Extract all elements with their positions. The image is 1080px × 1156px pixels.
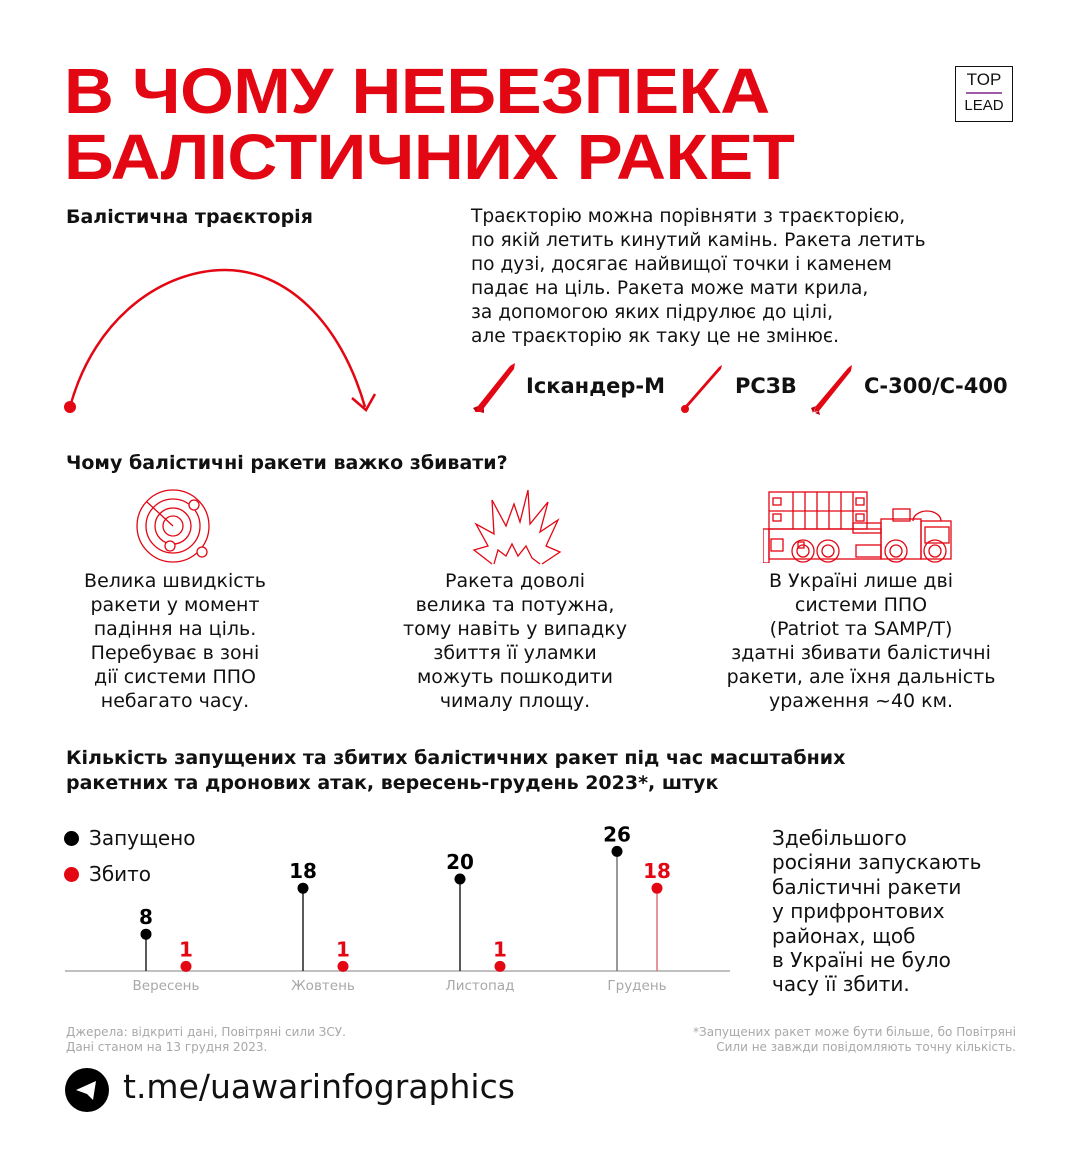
col-line: падіння на ціль. bbox=[93, 618, 257, 640]
side-note-line: у прифронтових bbox=[772, 899, 945, 924]
x-tick-label: Грудень bbox=[607, 978, 667, 994]
side-note-line: районах, щоб bbox=[772, 923, 916, 948]
missile-icon bbox=[808, 362, 858, 416]
missile-label-s300: С-300/С-400 bbox=[864, 374, 1008, 398]
x-tick-label: Жовтень bbox=[291, 978, 355, 994]
side-note bbox=[772, 826, 981, 997]
data-label: 26 bbox=[603, 822, 631, 847]
lollipop-dot bbox=[612, 846, 623, 857]
footnote-line: *Запущених ракет може бути більше, бо Повітряні bbox=[693, 1025, 1016, 1039]
chart-title-line: ракетних та дронових атак, вересень-грудень 2023*, штук bbox=[66, 772, 719, 794]
air-defense-truck-icon bbox=[763, 487, 958, 563]
legend-label: Збито bbox=[89, 862, 152, 886]
col-line: ураження ~40 км. bbox=[768, 690, 954, 712]
lollipop-dot bbox=[495, 961, 506, 972]
col-line: небагато часу. bbox=[100, 690, 250, 712]
lollipop-dot bbox=[338, 961, 349, 972]
desc-line: падає на ціль. Ракета може мати крила, bbox=[471, 278, 869, 299]
trajectory-description bbox=[471, 205, 926, 349]
col-line: можуть пошкодити bbox=[416, 666, 614, 688]
col-line: В Україні лише дві bbox=[768, 570, 954, 592]
data-label: 1 bbox=[336, 937, 350, 962]
telegram-icon[interactable] bbox=[65, 1068, 109, 1112]
col-line: Перебуває в зоні bbox=[90, 642, 260, 664]
data-label: 1 bbox=[179, 937, 193, 962]
missile-icon bbox=[470, 360, 520, 416]
radar-icon bbox=[132, 488, 216, 566]
sources-line: Дані станом на 13 грудня 2023. bbox=[66, 1040, 268, 1054]
logo-divider bbox=[966, 92, 1002, 94]
missile-label-iskander: Іскандер-М bbox=[526, 374, 666, 398]
col-line: здатні збивати балістичні bbox=[731, 642, 991, 664]
sources-line: Джерела: відкриті дані, Повітряні сили ЗСУ. bbox=[66, 1025, 346, 1039]
desc-line: Траєкторію можна порівняти з траєкторією, bbox=[471, 206, 906, 227]
why-column-air-defense bbox=[700, 569, 1022, 713]
data-label: 1 bbox=[493, 937, 507, 962]
col-line: (Patriot та SAMP/T) bbox=[769, 618, 953, 640]
col-line: системи ППО bbox=[794, 594, 928, 616]
data-label: 18 bbox=[643, 859, 671, 884]
col-line: дії системи ППО bbox=[94, 666, 256, 688]
why-column-size bbox=[370, 569, 660, 713]
x-tick-label: Листопад bbox=[445, 978, 515, 994]
chart-title bbox=[66, 746, 845, 796]
side-note-line: в Україні не було bbox=[772, 948, 951, 973]
page-title bbox=[64, 55, 795, 193]
side-note-line: часу її збити. bbox=[772, 972, 910, 997]
col-line: ракети, але їхня дальність bbox=[726, 666, 996, 688]
missile-icon bbox=[678, 362, 728, 416]
desc-line: за допомогою яких підрулює до цілі, bbox=[471, 302, 834, 323]
data-label: 18 bbox=[289, 859, 317, 884]
col-line: Ракета доволі bbox=[444, 570, 586, 592]
logo-top-text: TOP bbox=[966, 70, 1002, 89]
x-tick-label: Вересень bbox=[132, 978, 200, 994]
footnote-line: Сили не завжди повідомляють точну кількість. bbox=[716, 1040, 1016, 1054]
top-lead-logo bbox=[955, 66, 1013, 122]
trajectory-arc-icon bbox=[55, 255, 385, 425]
col-line: збиття її уламки bbox=[433, 642, 597, 664]
missile-label-rszv: РСЗВ bbox=[735, 374, 797, 398]
lollipop-chart bbox=[0, 800, 740, 1000]
sources-note bbox=[66, 1025, 346, 1055]
trajectory-heading: Балістична траєкторія bbox=[66, 206, 313, 228]
desc-line: по дузі, досягає найвищої точки і каменем bbox=[471, 254, 892, 275]
col-line: ракети у момент bbox=[90, 594, 260, 616]
side-note-line: балістичні ракети bbox=[772, 874, 962, 899]
title-line-2: БАЛІСТИЧНИХ РАКЕТ bbox=[64, 121, 795, 193]
desc-line: по якій летить кинутий камінь. Ракета летить bbox=[471, 230, 926, 251]
side-note-line: Здебільшого bbox=[772, 826, 907, 850]
side-note-line: росіяни запускають bbox=[772, 850, 982, 875]
why-column-speed bbox=[40, 569, 310, 713]
col-line: тому навіть у випадку bbox=[403, 618, 627, 640]
lollipop-dot bbox=[298, 883, 309, 894]
legend-label: Запущено bbox=[89, 826, 196, 850]
lollipop-dot bbox=[455, 874, 466, 885]
title-line-1: В ЧОМУ НЕБЕЗПЕКА bbox=[64, 55, 770, 127]
logo-bottom-text: LEAD bbox=[964, 97, 1004, 114]
chart-title-line: Кількість запущених та збитих балістичних ракет під час масштабних bbox=[66, 747, 846, 769]
desc-line: але траєкторію як таку це не змінює. bbox=[471, 326, 840, 347]
lollipop-dot bbox=[652, 883, 663, 894]
telegram-link[interactable]: t.me/uawarinfographics bbox=[123, 1067, 515, 1106]
lollipop-dot bbox=[181, 961, 192, 972]
data-label: 8 bbox=[139, 905, 153, 930]
explosion-icon bbox=[470, 488, 562, 566]
why-heading: Чому балістичні ракети важко збивати? bbox=[66, 452, 508, 474]
col-line: велика та потужна, bbox=[415, 594, 615, 616]
col-line: чималу площу. bbox=[439, 690, 591, 712]
col-line: Велика швидкість bbox=[84, 570, 266, 592]
data-label: 20 bbox=[446, 850, 474, 874]
lollipop-dot bbox=[141, 929, 152, 940]
footnote bbox=[693, 1025, 1016, 1055]
